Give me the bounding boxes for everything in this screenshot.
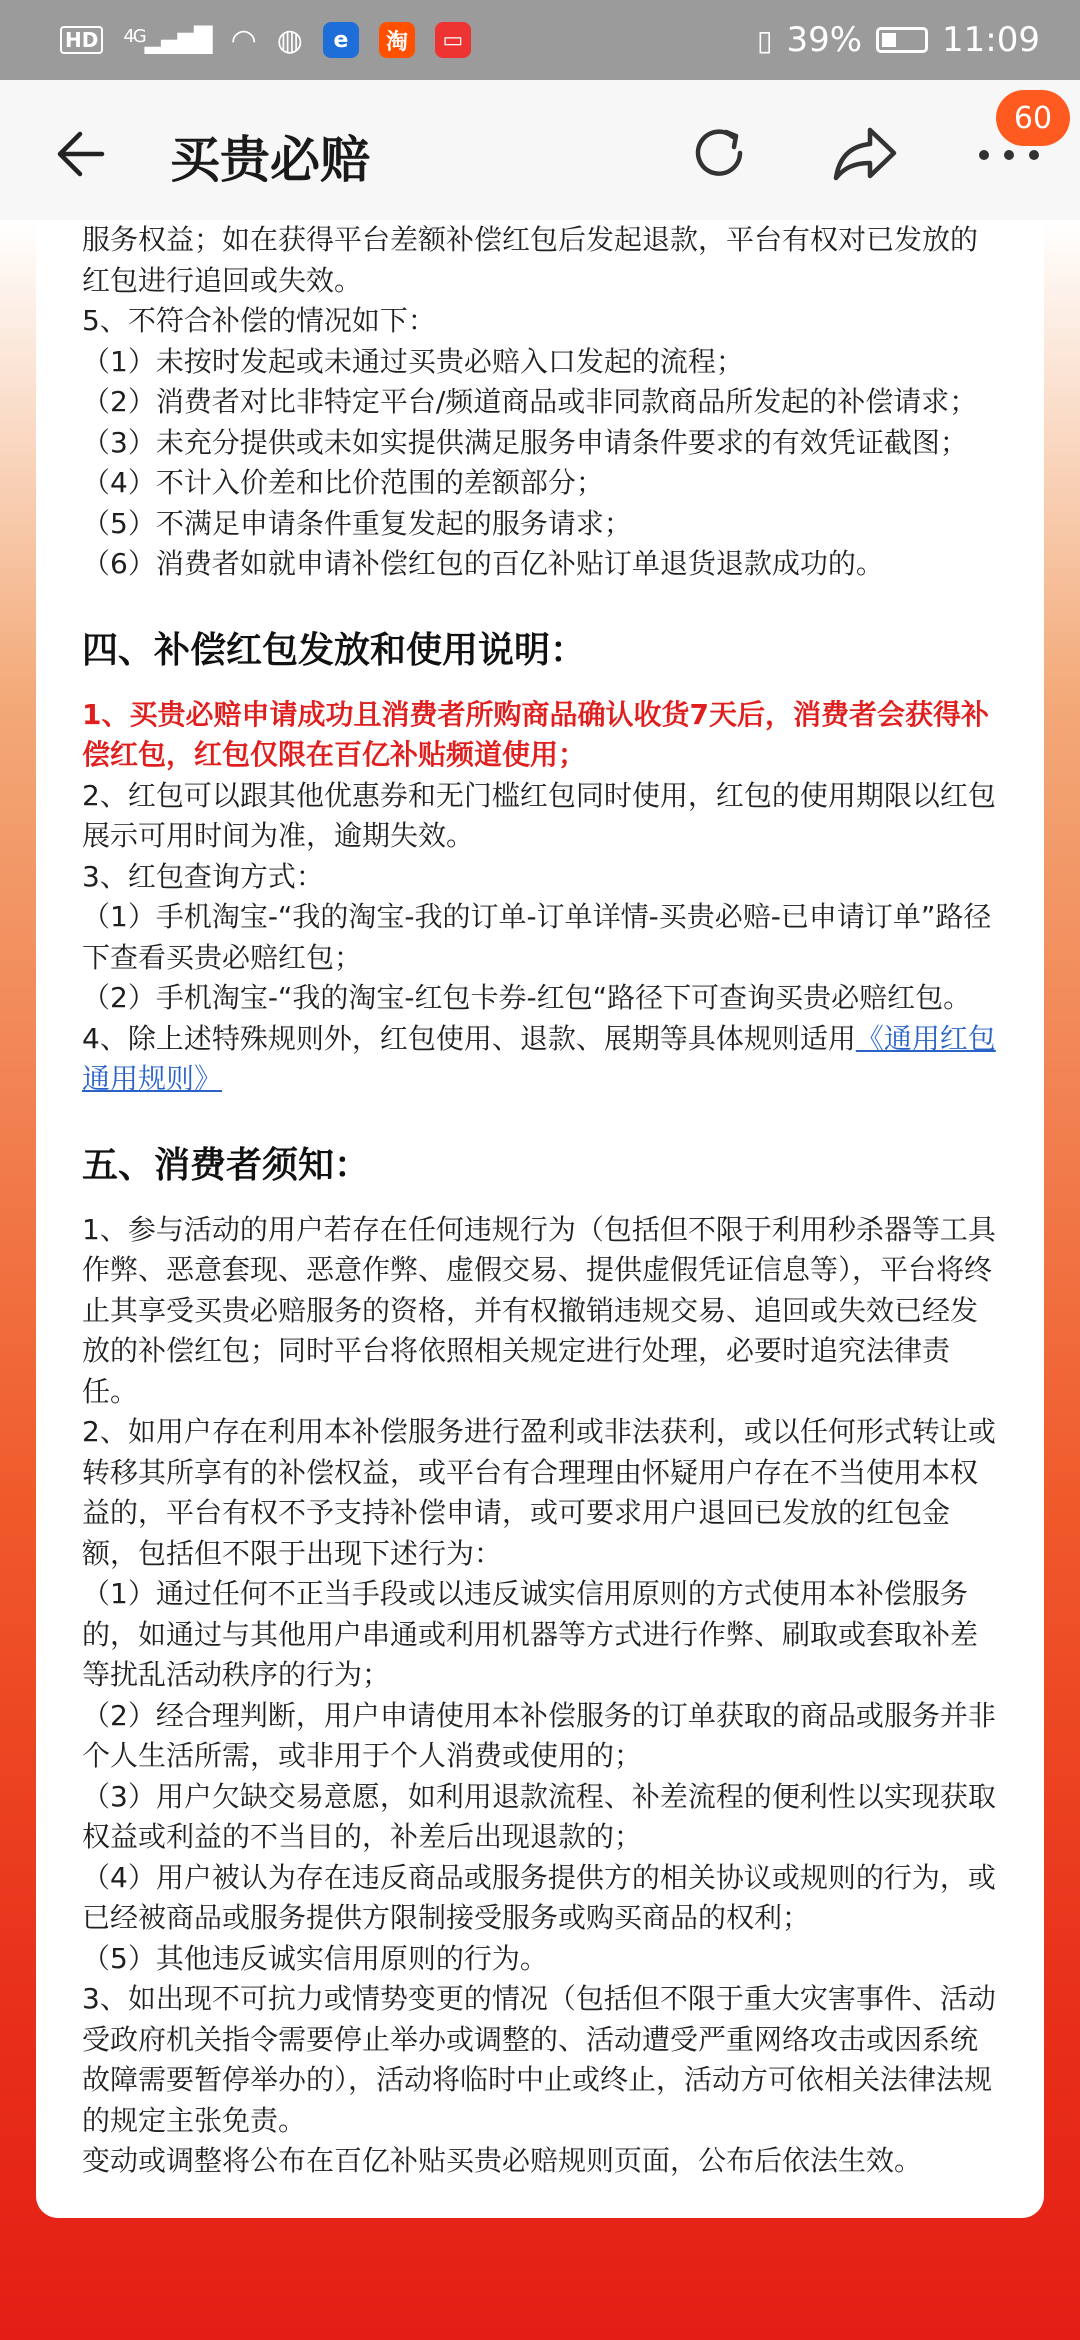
notification-badge: 60 bbox=[996, 90, 1070, 146]
rules-content bbox=[82, 220, 998, 2182]
rule-line: （5）其他违反诚实信用原则的行为。 bbox=[82, 1941, 548, 1975]
vpn-icon: ◍ bbox=[276, 22, 303, 58]
general-red-packet-rules-link[interactable]: 《通用红包通用规则》 bbox=[82, 1021, 996, 1095]
rule-line: （2）消费者对比非特定平台/频道商品或非同款商品所发起的补偿请求； bbox=[82, 385, 978, 418]
red-app-icon: ▭ bbox=[435, 22, 471, 58]
rule-line: 2、红包可以跟其他优惠券和无门槛红包同时使用，红包的使用期限以红包展示可用时间为准，逾期失效。 bbox=[82, 778, 996, 852]
nav-bar bbox=[0, 80, 1080, 220]
status-left bbox=[60, 22, 471, 58]
rule-line: （4）不计入价差和比价范围的差额部分； bbox=[82, 466, 604, 499]
rule-line: 3、红包查询方式： bbox=[82, 859, 324, 893]
rule-line: 1、参与活动的用户若存在任何违规行为（包括但不限于利用秒杀器等工具作弊、恶意套现、恶意作弊、虚假交易、提供虚假凭证信息等），平台将终止其享受买贵必赔服务的资格，并有权撤销违规交易、追回或失效已经发放的补偿红包；同时平台将依照相关规定进行处理，必要时追究法律责任。 bbox=[82, 1212, 996, 1408]
status-right bbox=[757, 20, 1040, 60]
rule-line: （4）用户被认为存在违反商品或服务提供方的相关协议或规则的行为，或已经被商品或服务提供方限制接受服务或购买商品的权利； bbox=[82, 1860, 996, 1934]
rule-line: 服务权益；如在获得平台差额补偿红包后发起退款，平台有权对已发放的红包进行追回或失效。 bbox=[82, 223, 979, 297]
rule-line: （2）经合理判断，用户申请使用本补偿服务的订单获取的商品或服务并非个人生活所需，或非用于个人消费或使用的； bbox=[82, 1698, 996, 1772]
rule-line: （1）通过任何不正当手段或以违反诚实信用原则的方式使用本补偿服务的，如通过与其他用户串通或利用机器等方式进行作弊、刷取或套取补差等扰乱活动秩序的行为； bbox=[82, 1577, 979, 1691]
clock: 11:09 bbox=[942, 20, 1040, 60]
rule-text: 4、除上述特殊规则外，红包使用、退款、展期等具体规则适用 bbox=[82, 1021, 856, 1055]
taobao-icon: 淘 bbox=[379, 22, 415, 58]
rule-line: （6）消费者如就申请补偿红包的百亿补贴订单退货退款成功的。 bbox=[82, 547, 884, 580]
rules-card bbox=[36, 220, 1044, 2218]
back-arrow-icon[interactable] bbox=[50, 126, 106, 182]
browser-icon: e bbox=[323, 22, 359, 58]
rule-line: （3）未充分提供或未如实提供满足服务申请条件要求的有效凭证截图； bbox=[82, 425, 968, 459]
vibrate-icon: ▯ bbox=[757, 23, 773, 57]
rule-line: （1）手机淘宝-“我的淘宝-我的订单-订单详情-买贵必赔-已申请订单”路径下查看买贵必赔红包； bbox=[82, 900, 992, 974]
rule-line: （5）不满足申请条件重复发起的服务请求； bbox=[82, 506, 632, 540]
section-heading-5: 五、消费者须知： bbox=[82, 1144, 371, 1186]
signal-icon: $^{4G}$▂▄▆█ bbox=[123, 26, 211, 54]
status-bar bbox=[0, 0, 1080, 80]
rule-line: 2、如用户存在利用本补偿服务进行盈利或非法获利，或以任何形式转让或转移其所享有的补偿权益，或平台有合理理由怀疑用户存在不当使用本权益的，平台有权不予支持补偿申请，或可要求用户退回已发放的红包金额，包括但不限于出现下述行为： bbox=[82, 1415, 996, 1570]
rule-line: 变动或调整将公布在百亿补贴买贵必赔规则页面，公布后依法生效。 bbox=[82, 2144, 923, 2177]
battery-percent: 39% bbox=[786, 20, 863, 60]
highlight-rule: 1、买贵必赔申请成功且消费者所购商品确认收货7天后，消费者会获得补偿红包，红包仅限在百亿补贴频道使用； bbox=[82, 697, 989, 771]
rule-line: （3）用户欠缺交易意愿，如利用退款流程、补差流程的便利性以实现获取权益或利益的不当目的，补差后出现退款的； bbox=[82, 1779, 996, 1853]
rule-line: 3、如出现不可抗力或情势变更的情况（包括但不限于重大灾害事件、活动受政府机关指令需要停止举办或调整的、活动遭受严重网络攻击或因系统故障需要暂停举办的），活动将临时中止或终止，活动方可依相关法律法规的规定主张免责。 bbox=[82, 1982, 996, 2137]
page-title: 买贵必赔 bbox=[170, 131, 370, 189]
share-icon[interactable] bbox=[830, 120, 900, 186]
rule-line: （2）手机淘宝-“我的淘宝-红包卡券-红包“路径下可查询买贵必赔红包。 bbox=[82, 981, 972, 1014]
rule-line: （1）未按时发起或未通过买贵必赔入口发起的流程； bbox=[82, 344, 744, 378]
rule-line: 5、不符合补偿的情况如下： bbox=[82, 304, 436, 337]
refresh-icon[interactable] bbox=[686, 120, 752, 186]
wifi-icon: ◠ bbox=[230, 22, 257, 58]
section-heading-4: 四、补偿红包发放和使用说明： bbox=[82, 629, 587, 671]
battery-icon bbox=[876, 27, 928, 53]
hd-indicator: HD bbox=[60, 26, 103, 54]
rule-line bbox=[82, 1019, 998, 1100]
